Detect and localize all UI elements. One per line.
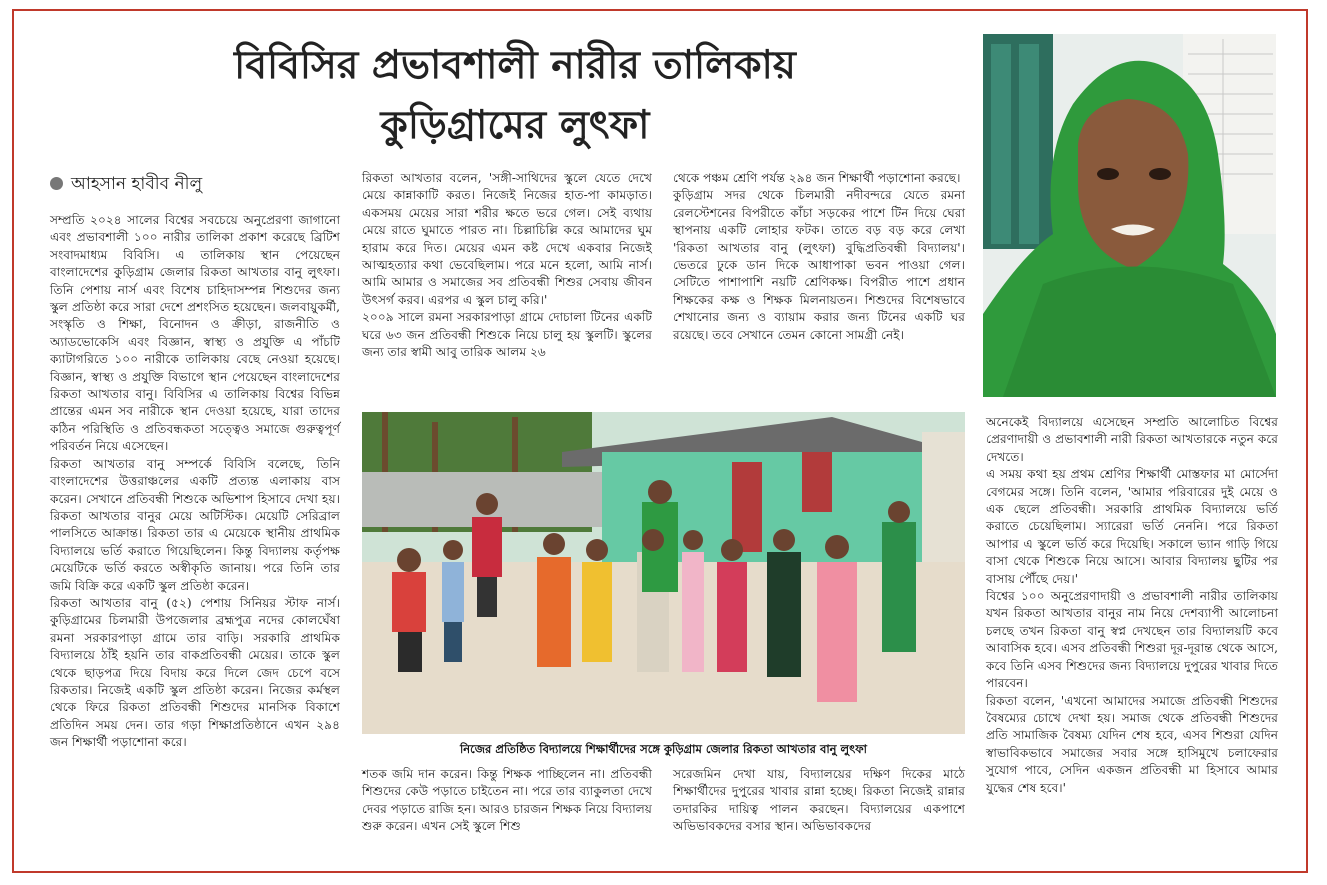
paragraph: বিশ্বের ১০০ অনুপ্রেরণাদায়ী ও প্রভাবশালী নারীর তালিকায় যখন রিকতা আখতার বানুর নাম নিয়ে দেশব্যাপী আলোচনা চলছে তখন রিকতা বানু স্বপ্ন দেখছেন তার বিদ্যালয়টি কবে আবাসিক হবে। এসব প্রতিবন্ধী শিশুরা দূর-দূরান্ত থেকে আসে, কবে তিনি এসব শিশুদের জন্য বিদ্যালয়ে দুপুরের খাবার দিতে পারবেন। bbox=[986, 589, 1278, 691]
paragraph: রিকতা আখতার বানু সম্পর্কে বিবিসি বলেছে, তিনি বাংলাদেশের উত্তরাঞ্চলের একটি প্রত্যন্ত এলাকায় বাস করেন। সেখানে প্রতিবন্ধী শিশুকে অভিশাপ হিসাবে দেখা হয়। রিকতা আখতার বানুর মেয়ে অটিস্টিক। মেয়েটি সেরিব্রাল পালসিতে আক্রান্ত। রিকতা তার এ মেয়েকে স্থানীয় প্রাথমিক বিদ্যালয়ে ভর্তি করাতে গিয়েছিলেন। কিন্তু বিদ্যালয় কর্তৃপক্ষ মেয়েটিকে ভর্তি করতে অস্বীকৃতি জানায়। পরে তিনি তার জমি বিক্রি করে একটি স্কুল প্রতিষ্ঠা করেন। bbox=[50, 456, 340, 593]
paragraph: ২০০৯ সালে রমনা সরকারপাড়া গ্রামে দোচালা টিনের একটি ঘরে ৬৩ জন প্রতিবন্ধী শিশুকে নিয়ে চালু হয় স্কুলটি। স্কুলের জন্য তার স্বামী আবু তারিক আলম ২৬ bbox=[362, 310, 652, 360]
article-column-3-continued bbox=[673, 766, 965, 836]
article-column-4 bbox=[986, 414, 1278, 797]
byline bbox=[50, 171, 202, 199]
article-column-1 bbox=[50, 212, 340, 752]
paragraph: রিকতা আখতার বলেন, 'সঙ্গী-সাথিদের স্কুলে যেতে দেখে মেয়ে কান্নাকাটি করত। নিজেই নিজের হাত-পা কামড়াত। একসময় মেয়ের সারা শরীর ক্ষতে ভরে গেল। সেই ব্যথায় মেয়ে রাতে ঘুমাতে পারত না। চিল্লাচিল্লি করে আমাদের ঘুম হারাম করে দিত। মেয়ের এমন কষ্ট দেখে একবার নিজেই আত্মহত্যার কথা ভেবেছিলাম। পরে মনে হলো, আমি নার্স। আমি আমার ও সমাজের সব প্রতিবন্ধী শিশুর সেবায় জীবন উৎসর্গ করব। এরপর এ স্কুল চালু করি।' bbox=[362, 171, 652, 307]
headline-line-1: বিবিসির প্রভাবশালী নারীর তালিকায় bbox=[234, 43, 796, 88]
headline-line-2: কুড়িগ্রামের লুৎফা bbox=[380, 103, 650, 148]
paragraph: রিকতা বলেন, 'এখনো আমাদের সমাজে প্রতিবন্ধী শিশুদের বৈষম্যের চোখে দেখা হয়। সমাজ থেকে প্রতিবন্ধী শিশুদের প্রতি সামাজিক বৈষম্য যেদিন শেষ হবে, এসব শিশুরা যেদিন স্বাভাবিকভাবে সমাজের সবার সঙ্গে হাসিমুখে চলাফেরার সুযোগ পাবে, সেদিন একজন প্রতিবন্ধী মা হিসাবে আমার যুদ্ধের শেষ হবে।' bbox=[986, 693, 1278, 795]
paragraph: রিকতা আখতার বানু (৫২) পেশায় সিনিয়র স্টাফ নার্স। কুড়িগ্রামের চিলমারী উপজেলার ব্রহ্মপুত্র নদের কোলঘেঁষা রমনা সরকারপাড়া গ্রামে তার বাড়ি। সরকারি প্রাথমিক বিদ্যালয়ে ঠাঁই হয়নি তার বাকপ্রতিবন্ধী মেয়ের। তাকে স্কুল থেকে ছাড়পত্র দিয়ে বিদায় করে দিলে জেদ চেপে বসে রিকতার। নিজেই একটি স্কুল প্রতিষ্ঠা করেন। নিজের কর্মস্থল থেকে ফিরে রিকতা প্রতিবন্ধী শিশুদের মানসিক বিকাশে প্রতিদিন সময় দেন। তার গড়া শিক্ষাপ্রতিষ্ঠানে এখন ২৯৪ জন শিক্ষার্থী পড়াশোনা করে। bbox=[50, 595, 340, 750]
paragraph: থেকে পঞ্চম শ্রেণি পর্যন্ত ২৯৪ জন শিক্ষার্থী পড়াশোনা করছে। bbox=[673, 171, 961, 185]
bullet-icon bbox=[50, 177, 63, 190]
photo-caption: নিজের প্রতিষ্ঠিত বিদ্যালয়ে শিক্ষার্থীদের সঙ্গে কুড়িগ্রাম জেলার রিকতা আখতার বানু লুৎফা bbox=[459, 742, 868, 756]
paragraph: সম্প্রতি ২০২৪ সালের বিশ্বের সবচেয়ে অনুপ্রেরণা জাগানো এবং প্রভাবশালী ১০০ নারীর তালিকা প্রকাশ করেছে ব্রিটিশ সংবাদমাধ্যম বিবিসি। এ তালিকায় স্থান পেয়েছেন বাংলাদেশের কুড়িগ্রাম জেলার রিকতা আখতার বানু লুৎফা। তিনি পেশায় নার্স এবং বিশেষ চাহিদাসম্পন্ন শিশুদের জন্য স্কুল প্রতিষ্ঠা করে সারা দেশে প্রশংসিত হয়েছেন। জলবায়ুকর্মী, সংস্কৃতি ও শিক্ষা, বিনোদন ও ক্রীড়া, রাজনীতি ও অ্যাডভোকেসি এবং বিজ্ঞান, স্বাস্থ্য ও প্রযুক্তি এ পাঁচটি ক্যাটাগরিতে ১০০ নারীকে তালিকায় বেছে নেওয়া হয়েছে। বিজ্ঞান, স্বাস্থ্য ও প্রযুক্তি বিভাগে স্থান পেয়েছেন বাংলাদেশের রিকতা আখতার বানু। বিবিসির এ তালিকায় বিশ্বের বিভিন্ন প্রান্তের এমন সব নারীকে স্থান দেওয়া হয়েছে, যারা তাদের কঠিন পরিস্থিতি ও প্রতিবন্ধকতা সত্ত্বেও সমাজে গুরুত্বপূর্ণ পরিবর্তন নিয়ে এসেছেন। bbox=[50, 213, 340, 454]
author-name: আহসান হাবীব নীলু bbox=[71, 174, 203, 194]
group-photo-illustration bbox=[362, 412, 965, 734]
paragraph: অনেকেই বিদ্যালয়ে এসেছেন সম্প্রতি আলোচিত বিশ্বের প্রেরণাদায়ী ও প্রভাবশালী নারী রিকতা আখতারকে নতুন করে দেখতে। bbox=[986, 415, 1278, 464]
paragraph: এ সময় কথা হয় প্রথম শ্রেণির শিক্ষার্থী মোস্তফার মা মোর্সেদা বেগমের সঙ্গে। তিনি বলেন, 'আমার পরিবারের দুই মেয়ে ও এক ছেলে প্রতিবন্ধী। সরকারি প্রাথমিক বিদ্যালয়ে ভর্তি করাতে চেয়েছিলাম। স্যারেরা ভর্তি নেননি। পরে রিকতা আপার এ স্কুলে ভর্তি করে দিয়েছি। সকালে ভ্যান গাড়ি গিয়ে বাসা থেকে শিশুকে নিয়ে আসে। আবার বিদ্যালয় ছুটির পর বাসায় পৌঁছে দেয়।' bbox=[986, 467, 1278, 586]
paragraph: শতক জমি দান করেন। কিন্তু শিক্ষক পাচ্ছিলেন না। প্রতিবন্ধী শিশুদের কেউ পড়াতে চাইতেন না। পরে তার ব্যাকুলতা দেখে দেবর পড়াতে রাজি হন। আরও চারজন শিক্ষক নিয়ে বিদ্যালয় শুরু করেন। এখন সেই স্কুলে শিশু bbox=[362, 767, 652, 834]
portrait-illustration bbox=[983, 34, 1276, 397]
headline bbox=[140, 36, 890, 156]
article-column-2-continued bbox=[362, 766, 652, 836]
article-column-3 bbox=[673, 170, 965, 344]
paragraph: কুড়িগ্রাম সদর থেকে চিলমারী নদীবন্দরে যেতে রমনা রেলস্টেশনের বিপরীতে কাঁচা সড়কের পাশে টিন দিয়ে ঘেরা স্থাপনায় একটি লোহার ফটক। তাতে বড় বড় করে লেখা 'রিকতা আখতার বানু (লুৎফা) বুদ্ধিপ্রতিবন্ধী বিদ্যালয়'। ভেতরে ঢুকে ডান দিকে আধাপাকা ভবন পাওয়া গেল। সেটিতে পাশাপাশি নয়টি শ্রেণিকক্ষ। বিপরীত পাশে প্রধান শিক্ষকের কক্ষ ও শিক্ষক মিলনায়তন। শিশুদের বিশেষভাবে শেখানোর জন্য ও ব্যায়াম করার জন্য টিনের একটি ঘর রয়েছে। তবে সেখানে তেমন কোনো সামগ্রী নেই। bbox=[673, 188, 965, 342]
portrait-photo bbox=[983, 34, 1276, 397]
paragraph: সরেজমিন দেখা যায়, বিদ্যালয়ের দক্ষিণ দিকের মাঠে শিক্ষার্থীদের দুপুরের খাবার রান্না হচ্ছে। রিকতা নিজেই রান্নার তদারকির দায়িত্ব পালন করছেন। বিদ্যালয়ের একপাশে অভিভাবকদের বসার স্থান। অভিভাবকদের bbox=[673, 767, 965, 834]
article-column-2 bbox=[362, 170, 652, 361]
group-photo bbox=[362, 412, 965, 734]
